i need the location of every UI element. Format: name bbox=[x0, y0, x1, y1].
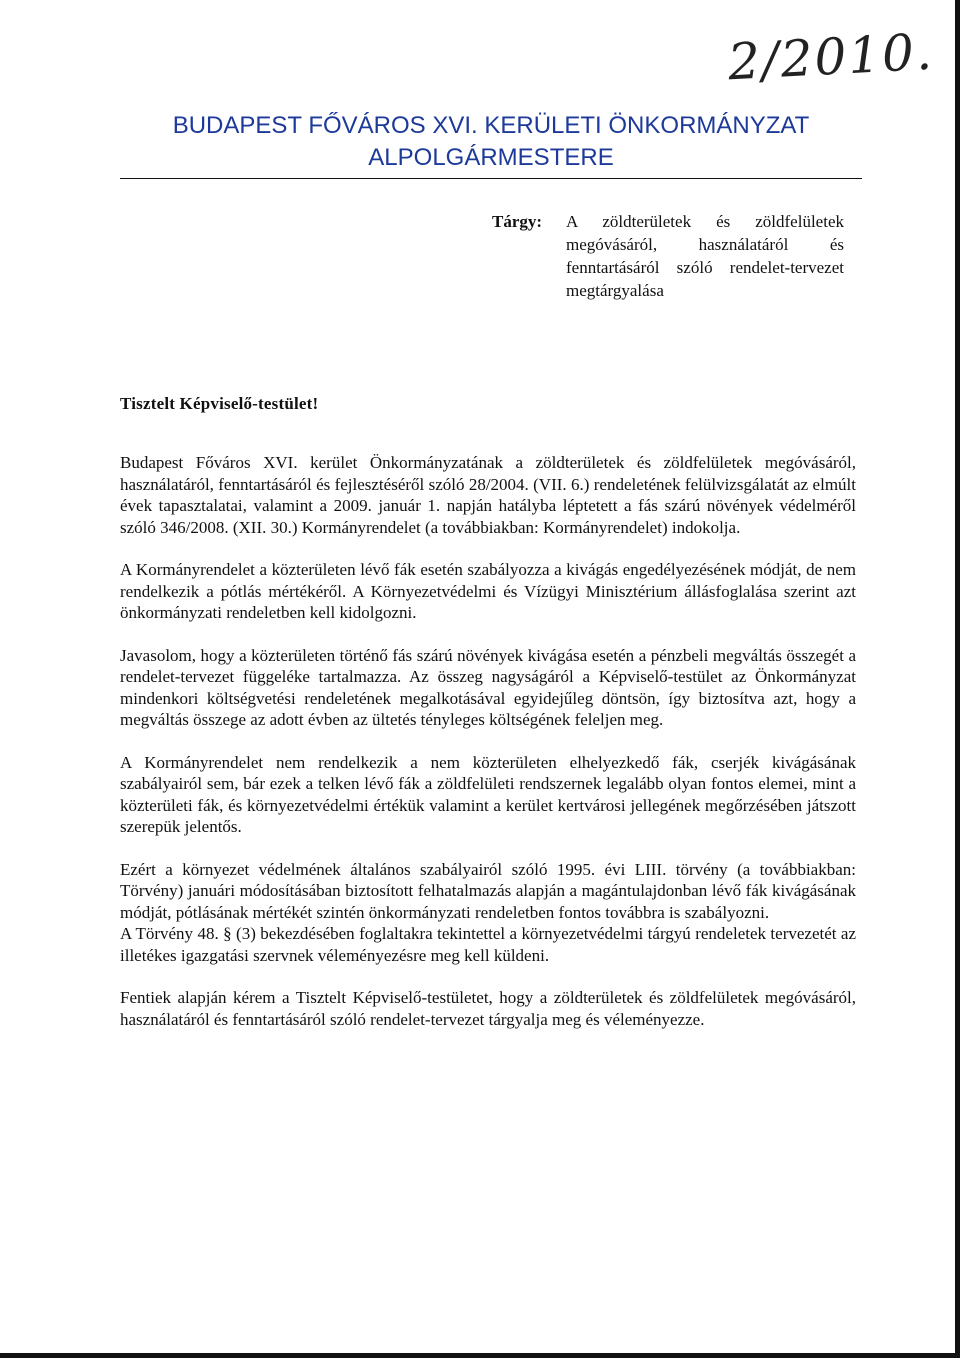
letterhead bbox=[120, 110, 862, 174]
paragraph: A Törvény 48. § (3) bekezdésében foglaltakra tekintettel a környezetvédelmi tárgyú rendeletek tervezetét az illetékes igazgatási szervnek véleményezésre meg kell küldeni. bbox=[120, 924, 856, 965]
subject-label: Tárgy: bbox=[492, 212, 543, 231]
paragraph: Ezért a környezet védelmének általános szabályairól szóló 1995. évi LIII. törvény (a továbbiakban: Törvény) januári módosításában biztosított felhatalmazás alapján a magántulajdonban lévő fák kivágásának módját, pótlásának mértékét szintén önkormányzati rendeletben fontos továbbra is szabályozni. bbox=[120, 859, 856, 922]
paragraph: Budapest Főváros XVI. kerület Önkormányzatának a zöldterületek és zöldfelületek megóvásáról, használatáról, fenntartásáról és fejlesztéséről szóló 28/2004. (VII. 6.) rendeletének felülvizsgálatát az elmúlt évek tapasztalatai, valamint a 2009. január 1. napján hatályba léptetett a fás szárú növények védelméről szóló 346/2008. (XII. 30.) Kormányrendelet (a továbbiakban: Kormányrendelet) indokolja. bbox=[120, 453, 856, 537]
paragraph: Javasolom, hogy a közterületen történő fás szárú növények kivágása esetén a pénzbeli megváltás összegét a rendelet-tervezet függeléke tartalmazza. Az összeg nagyságáról a Képviselő-testület az Önkormányzat mindenkori költségvetési rendeletének megalkotásával egyidejűleg döntsön, így biztosítva azt, hogy a megváltás összege az adott évben az ültetés tényleges költségének feleljen meg. bbox=[120, 645, 856, 729]
header-divider bbox=[120, 178, 862, 179]
letterhead-line-2: ALPOLGÁRMESTERE bbox=[368, 144, 614, 171]
paragraph: A Kormányrendelet a közterületen lévő fák esetén szabályozza a kivágás engedélyezésének módját, de nem rendelkezik a pótlás mértékéről. A Környezetvédelmi és Vízügyi Minisztérium állásfoglalása szerint azt önkormányzati rendeletben kell kidolgozni. bbox=[120, 560, 856, 622]
letterhead-line-1: BUDAPEST FŐVÁROS XVI. KERÜLETI ÖNKORMÁNYZAT bbox=[172, 112, 810, 139]
paragraph: A Kormányrendelet nem rendelkezik a nem közterületen elhelyezkedő fák, cserjék kivágásának szabályairól sem, bár ezek a telken lévő fák a zöldfelületi rendszernek legalább olyan fontos elemei, mint a közterületi fák, és környezetvédelmi értékük valamint a kerület kertvárosi jellegének megőrzésében játszott szerepük jelentős. bbox=[120, 752, 856, 836]
scan-border-bottom bbox=[0, 1353, 960, 1358]
paragraph: Fentiek alapján kérem a Tisztelt Képviselő-testületet, hogy a zöldterületek és zöldfelületek megóvásáról, használatáról és fenntartásáról szóló rendelet-tervezet tárgyalja meg és véleményezze. bbox=[120, 988, 856, 1029]
subject-text: A zöldterületek és zöldfelületek megóvásáról, használatáról és fenntartásáról szóló rendelet-tervezet megtárgyalása bbox=[566, 212, 844, 300]
salutation: Tisztelt Képviselő-testület! bbox=[120, 394, 319, 413]
letter-body bbox=[120, 452, 856, 1051]
scan-border-right bbox=[955, 0, 960, 1358]
handwritten-document-number: 2/2010. bbox=[726, 22, 936, 92]
